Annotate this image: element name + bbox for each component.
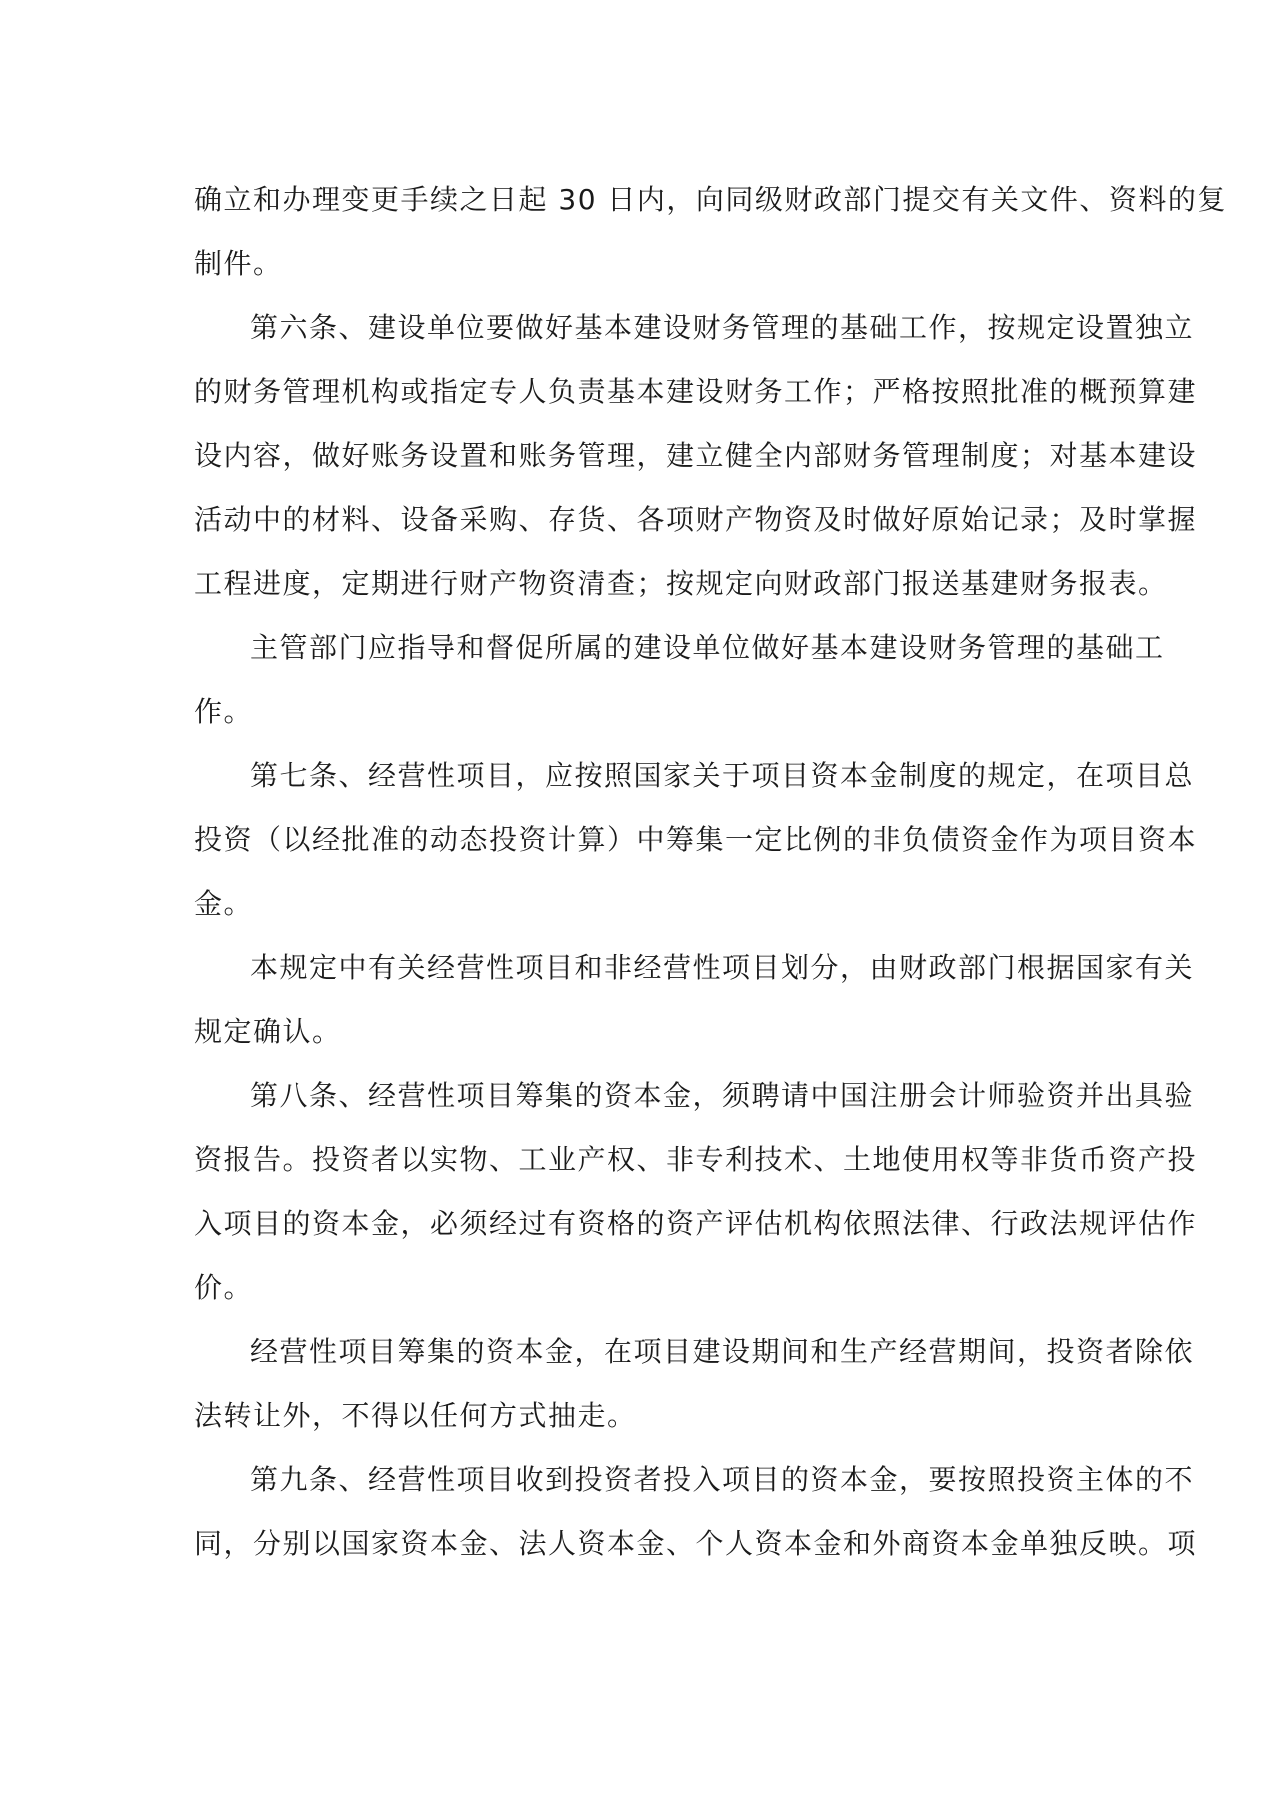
paragraph-first-line: 第六条、建设单位要做好基本建设财务管理的基础工作，按规定设置独立: [250, 311, 1195, 344]
text-line: 价。: [194, 1271, 254, 1304]
text-line: 活动中的材料、设备采购、存货、各项财产物资及时做好原始记录；及时掌握: [194, 503, 1198, 536]
text-line: 作。: [194, 695, 254, 728]
text-line: 制件。: [194, 247, 283, 280]
paragraph-first-line: 第九条、经营性项目收到投资者投入项目的资本金，要按照投资主体的不: [250, 1463, 1195, 1496]
text-line: 资报告。投资者以实物、工业产权、非专利技术、土地使用权等非货币资产投: [194, 1143, 1198, 1176]
paragraph-first-line: 第八条、经营性项目筹集的资本金，须聘请中国注册会计师验资并出具验: [250, 1079, 1195, 1112]
text-line: 金。: [194, 887, 254, 920]
text-line: 工程进度，定期进行财产物资清查；按规定向财政部门报送基建财务报表。: [194, 567, 1168, 600]
text-line: 投资（以经批准的动态投资计算）中筹集一定比例的非负债资金作为项目资本: [194, 823, 1198, 856]
text-line: 的财务管理机构或指定专人负责基本建设财务工作；严格按照批准的概预算建: [194, 375, 1198, 408]
paragraph-first-line: 第七条、经营性项目，应按照国家关于项目资本金制度的规定，在项目总: [250, 759, 1195, 792]
paragraph-first-line: 主管部门应指导和督促所属的建设单位做好基本建设财务管理的基础工: [250, 631, 1165, 664]
document-body: [194, 168, 1227, 1576]
text-line: 同，分别以国家资本金、法人资本金、个人资本金和外商资本金单独反映。项: [194, 1527, 1198, 1560]
text-line: 设内容，做好账务设置和账务管理，建立健全内部财务管理制度；对基本建设: [194, 439, 1198, 472]
text-line: 规定确认。: [194, 1015, 342, 1048]
paragraph-first-line: 本规定中有关经营性项目和非经营性项目划分，由财政部门根据国家有关: [250, 951, 1195, 984]
text-line: 入项目的资本金，必须经过有资格的资产评估机构依照法律、行政法规评估作: [194, 1207, 1198, 1240]
paragraph-first-line: 经营性项目筹集的资本金，在项目建设期间和生产经营期间，投资者除依: [250, 1335, 1195, 1368]
text-line: 确立和办理变更手续之日起 30 日内，向同级财政部门提交有关文件、资料的复: [194, 183, 1227, 216]
text-line: 法转让外，不得以任何方式抽走。: [194, 1399, 637, 1432]
